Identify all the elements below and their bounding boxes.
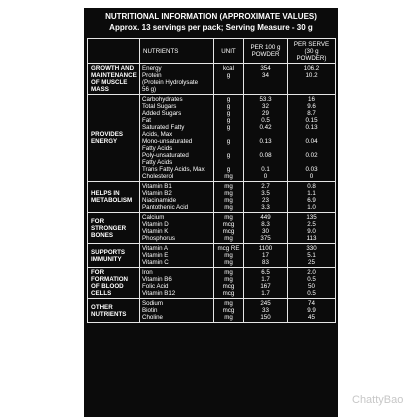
nutrient-name: Fat [142, 117, 151, 124]
nutrient-name: Vitamin C [142, 259, 169, 266]
nutrient-unit: mg [224, 190, 233, 197]
nutrient-unit [216, 159, 241, 166]
per100-value: 0.13 [259, 138, 272, 145]
per100-value: 30 [262, 228, 269, 235]
nutrient-name: Energy [142, 65, 162, 72]
header-group-cell [88, 39, 140, 64]
group-label: SUPPORTS IMMUNITY [88, 244, 140, 268]
per100-value: 0.42 [259, 124, 272, 131]
per-serve-value [290, 131, 333, 138]
nutrient-unit-cell [214, 64, 244, 95]
per-serve-value: 10.2 [305, 72, 318, 79]
per100-value: 0.1 [261, 166, 270, 173]
per100-value-cell [244, 268, 288, 299]
panel-title: NUTRITIONAL INFORMATION (APPROXIMATE VALUES) [105, 12, 317, 21]
nutrient-name: Trans Fatty Acids, Max [142, 166, 205, 173]
per-serve-value [290, 145, 333, 152]
per-serve-value: 9.0 [307, 228, 316, 235]
per-serve-value: 0.13 [305, 124, 318, 131]
per100-value: 2.7 [261, 183, 270, 190]
table-row [88, 64, 336, 95]
header-unit: UNIT [214, 39, 244, 64]
nutrient-name: Saturated Fatty [142, 124, 185, 131]
group-label: GROWTH AND MAINTENANCE OF MUSCLE MASS [88, 64, 140, 95]
per-serve-value: 6.9 [307, 197, 316, 204]
nutrient-unit: mg [224, 204, 233, 211]
per-serve-value: 8.7 [307, 110, 316, 117]
per100-value [246, 145, 285, 152]
per100-value-cell [244, 182, 288, 213]
nutrient-name: Added Sugars [142, 110, 182, 117]
per100-value: 0 [263, 173, 268, 180]
nutrition-table [87, 38, 336, 323]
per100-value-cell [244, 299, 288, 323]
per-serve-value: 330 [306, 245, 317, 252]
nutrient-unit: g [226, 117, 231, 124]
per100-value: 29 [262, 110, 269, 117]
nutrient-name: Phosphorus [142, 235, 176, 242]
header-per-serve: PER SERVE (30 g POWDER) [288, 39, 336, 64]
per-serve-value: 0.03 [305, 166, 318, 173]
nutrient-name-cell [140, 182, 214, 213]
nutrient-unit: mg [224, 173, 233, 180]
nutrient-name: Calcium [142, 214, 165, 221]
per-serve-value: 135 [306, 214, 317, 221]
nutrient-name: Total Sugars [142, 103, 177, 110]
nutrient-unit: g [226, 152, 231, 159]
nutrient-name: Vitamin A [142, 245, 169, 252]
table-header-row [88, 39, 336, 64]
per-serve-value: 50 [308, 283, 315, 290]
nutrient-name: Iron [142, 269, 153, 276]
nutrient-name: Pantothenic Acid [142, 204, 189, 211]
table-row [88, 95, 336, 182]
per100-value: 1.7 [261, 290, 270, 297]
per100-value: 53.3 [259, 96, 272, 103]
per100-value: 0.5 [261, 117, 270, 124]
nutrient-unit [216, 145, 241, 152]
group-label: HELPS IN METABOLISM [88, 182, 140, 213]
per100-value: 167 [260, 283, 271, 290]
table-row [88, 299, 336, 323]
per-serve-value: 0.15 [305, 117, 318, 124]
per100-value: 23 [262, 197, 269, 204]
nutrient-name: Vitamin B2 [142, 190, 172, 197]
per100-value: 245 [260, 300, 271, 307]
per-serve-value: 74 [308, 300, 315, 307]
nutrient-unit: mcg [222, 307, 235, 314]
nutrient-unit [216, 131, 241, 138]
nutrient-unit: mcg [222, 228, 235, 235]
per-serve-value: 113 [306, 235, 317, 242]
nutrient-name: Poly-unsaturated [142, 152, 189, 159]
nutrient-unit: mcg RE [217, 245, 240, 252]
per100-value: 6.5 [261, 269, 270, 276]
panel-subtitle: Approx. 13 servings per pack; Serving Measure - 30 g [109, 23, 313, 32]
per-serve-value: 45 [308, 314, 315, 321]
nutrient-name: (Protein Hydrolysate [142, 79, 199, 86]
nutrient-name-cell [140, 299, 214, 323]
nutrient-name: 56 g) [142, 86, 157, 93]
nutrient-name: Choline [142, 314, 163, 321]
per-serve-value: 2.0 [307, 269, 316, 276]
per-serve-value: 16 [308, 96, 315, 103]
header-nutrients: NUTRIENTS [140, 39, 214, 64]
per100-value: 0.08 [259, 152, 272, 159]
per100-value: 1.7 [261, 276, 270, 283]
nutrient-name: Vitamin B12 [142, 290, 176, 297]
per100-value-cell [244, 213, 288, 244]
table-row [88, 182, 336, 213]
per-serve-value: 0 [309, 173, 314, 180]
per-serve-value-cell [288, 64, 336, 95]
nutrient-unit: g [226, 110, 231, 117]
nutrient-name: Folic Acid [142, 283, 169, 290]
nutrient-unit-cell [214, 268, 244, 299]
table-row [88, 244, 336, 268]
nutrient-unit: mg [224, 214, 233, 221]
nutrient-unit-cell [214, 299, 244, 323]
nutrient-unit: mcg [222, 221, 235, 228]
nutrient-unit-cell [214, 95, 244, 182]
per100-value: 34 [262, 72, 269, 79]
per-serve-value: 1.0 [307, 204, 316, 211]
per-serve-value-cell [288, 244, 336, 268]
per-serve-value: 0.8 [307, 183, 316, 190]
per100-value: 3.3 [261, 204, 270, 211]
nutrient-name-cell [140, 244, 214, 268]
per-serve-value: 0.02 [305, 152, 318, 159]
per100-value: 449 [260, 214, 271, 221]
nutrient-unit: mg [224, 314, 233, 321]
nutrient-name: Fatty Acids [142, 145, 173, 152]
nutrient-unit-cell [214, 213, 244, 244]
group-label: PROVIDES ENERGY [88, 95, 140, 182]
nutrient-unit: mg [224, 252, 233, 259]
nutrient-name: Vitamin K [142, 228, 169, 235]
per-serve-value: 25 [308, 259, 315, 266]
nutrient-name: Mono-unsaturated [142, 138, 193, 145]
nutrient-name: Vitamin B6 [142, 276, 172, 283]
per100-value: 375 [260, 235, 271, 242]
per-serve-value [290, 159, 333, 166]
nutrient-unit: mg [224, 269, 233, 276]
group-label: FOR STRONGER BONES [88, 213, 140, 244]
nutrient-name: Biotin [142, 307, 158, 314]
nutrient-unit: g [226, 72, 231, 79]
nutrient-name-cell [140, 213, 214, 244]
nutrient-name: Vitamin E [142, 252, 169, 259]
nutrient-unit: mg [224, 235, 233, 242]
nutrient-unit: g [226, 124, 231, 131]
per-serve-value-cell [288, 299, 336, 323]
per-serve-value-cell [288, 268, 336, 299]
nutrient-name: Protein [142, 72, 162, 79]
per-serve-value-cell [288, 213, 336, 244]
per100-value-cell [244, 95, 288, 182]
per-serve-value: 0.04 [305, 138, 318, 145]
nutrient-unit: mcg [222, 290, 235, 297]
per-serve-value: 1.1 [307, 190, 316, 197]
group-label: OTHER NUTRIENTS [88, 299, 140, 323]
table-row [88, 213, 336, 244]
nutrient-name: Fatty Acids [142, 159, 173, 166]
nutrient-name: Cholesterol [142, 173, 174, 180]
nutrient-name-cell [140, 64, 214, 95]
nutrient-name: Carbohydrates [142, 96, 183, 103]
nutrient-name: Niacinamide [142, 197, 177, 204]
per-serve-value: 106.2 [303, 65, 320, 72]
per100-value: 3.5 [261, 190, 270, 197]
nutrient-unit-cell [214, 244, 244, 268]
nutrient-unit: mcg [222, 283, 235, 290]
table-row [88, 268, 336, 299]
per100-value-cell [244, 244, 288, 268]
nutrient-name: Acids, Max [142, 131, 173, 138]
per-serve-value: 9.9 [307, 307, 316, 314]
per100-value [246, 159, 285, 166]
per100-value: 83 [262, 259, 269, 266]
nutrient-name-cell [140, 95, 214, 182]
per100-value: 33 [262, 307, 269, 314]
nutrient-name: Vitamin B1 [142, 183, 172, 190]
per-serve-value: 0.5 [307, 276, 316, 283]
nutrient-unit: mg [224, 197, 233, 204]
nutrient-name: Vitamin D [142, 221, 169, 228]
per-serve-value-cell [288, 95, 336, 182]
per100-value: 150 [260, 314, 271, 321]
per100-value: 354 [260, 65, 271, 72]
nutrient-unit: g [226, 138, 231, 145]
nutrient-name-cell [140, 268, 214, 299]
per100-value: 1100 [258, 245, 273, 252]
watermark: ChattyBao [352, 394, 404, 406]
nutrient-unit: g [226, 96, 231, 103]
header-per100: PER 100 g POWDER [244, 39, 288, 64]
nutrient-unit: mg [224, 300, 233, 307]
per-serve-value-cell [288, 182, 336, 213]
nutrient-unit: mg [224, 183, 233, 190]
per100-value: 32 [262, 103, 269, 110]
nutrient-unit: kcal [222, 65, 234, 72]
nutrient-unit: g [226, 103, 231, 110]
per-serve-value: 0.5 [307, 290, 316, 297]
nutrient-unit: mg [224, 259, 233, 266]
per-serve-value: 5.1 [307, 252, 316, 259]
nutrient-unit: g [226, 166, 231, 173]
per100-value: 8.3 [261, 221, 270, 228]
per-serve-value: 9.6 [307, 103, 316, 110]
per100-value-cell [244, 64, 288, 95]
nutrient-unit: mg [224, 276, 233, 283]
per-serve-value: 2.5 [307, 221, 316, 228]
nutrition-panel [84, 8, 338, 417]
nutrient-unit-cell [214, 182, 244, 213]
nutrient-name: Sodium [142, 300, 163, 307]
per100-value: 17 [262, 252, 269, 259]
group-label: FOR FORMATION OF BLOOD CELLS [88, 268, 140, 299]
per100-value [246, 131, 285, 138]
